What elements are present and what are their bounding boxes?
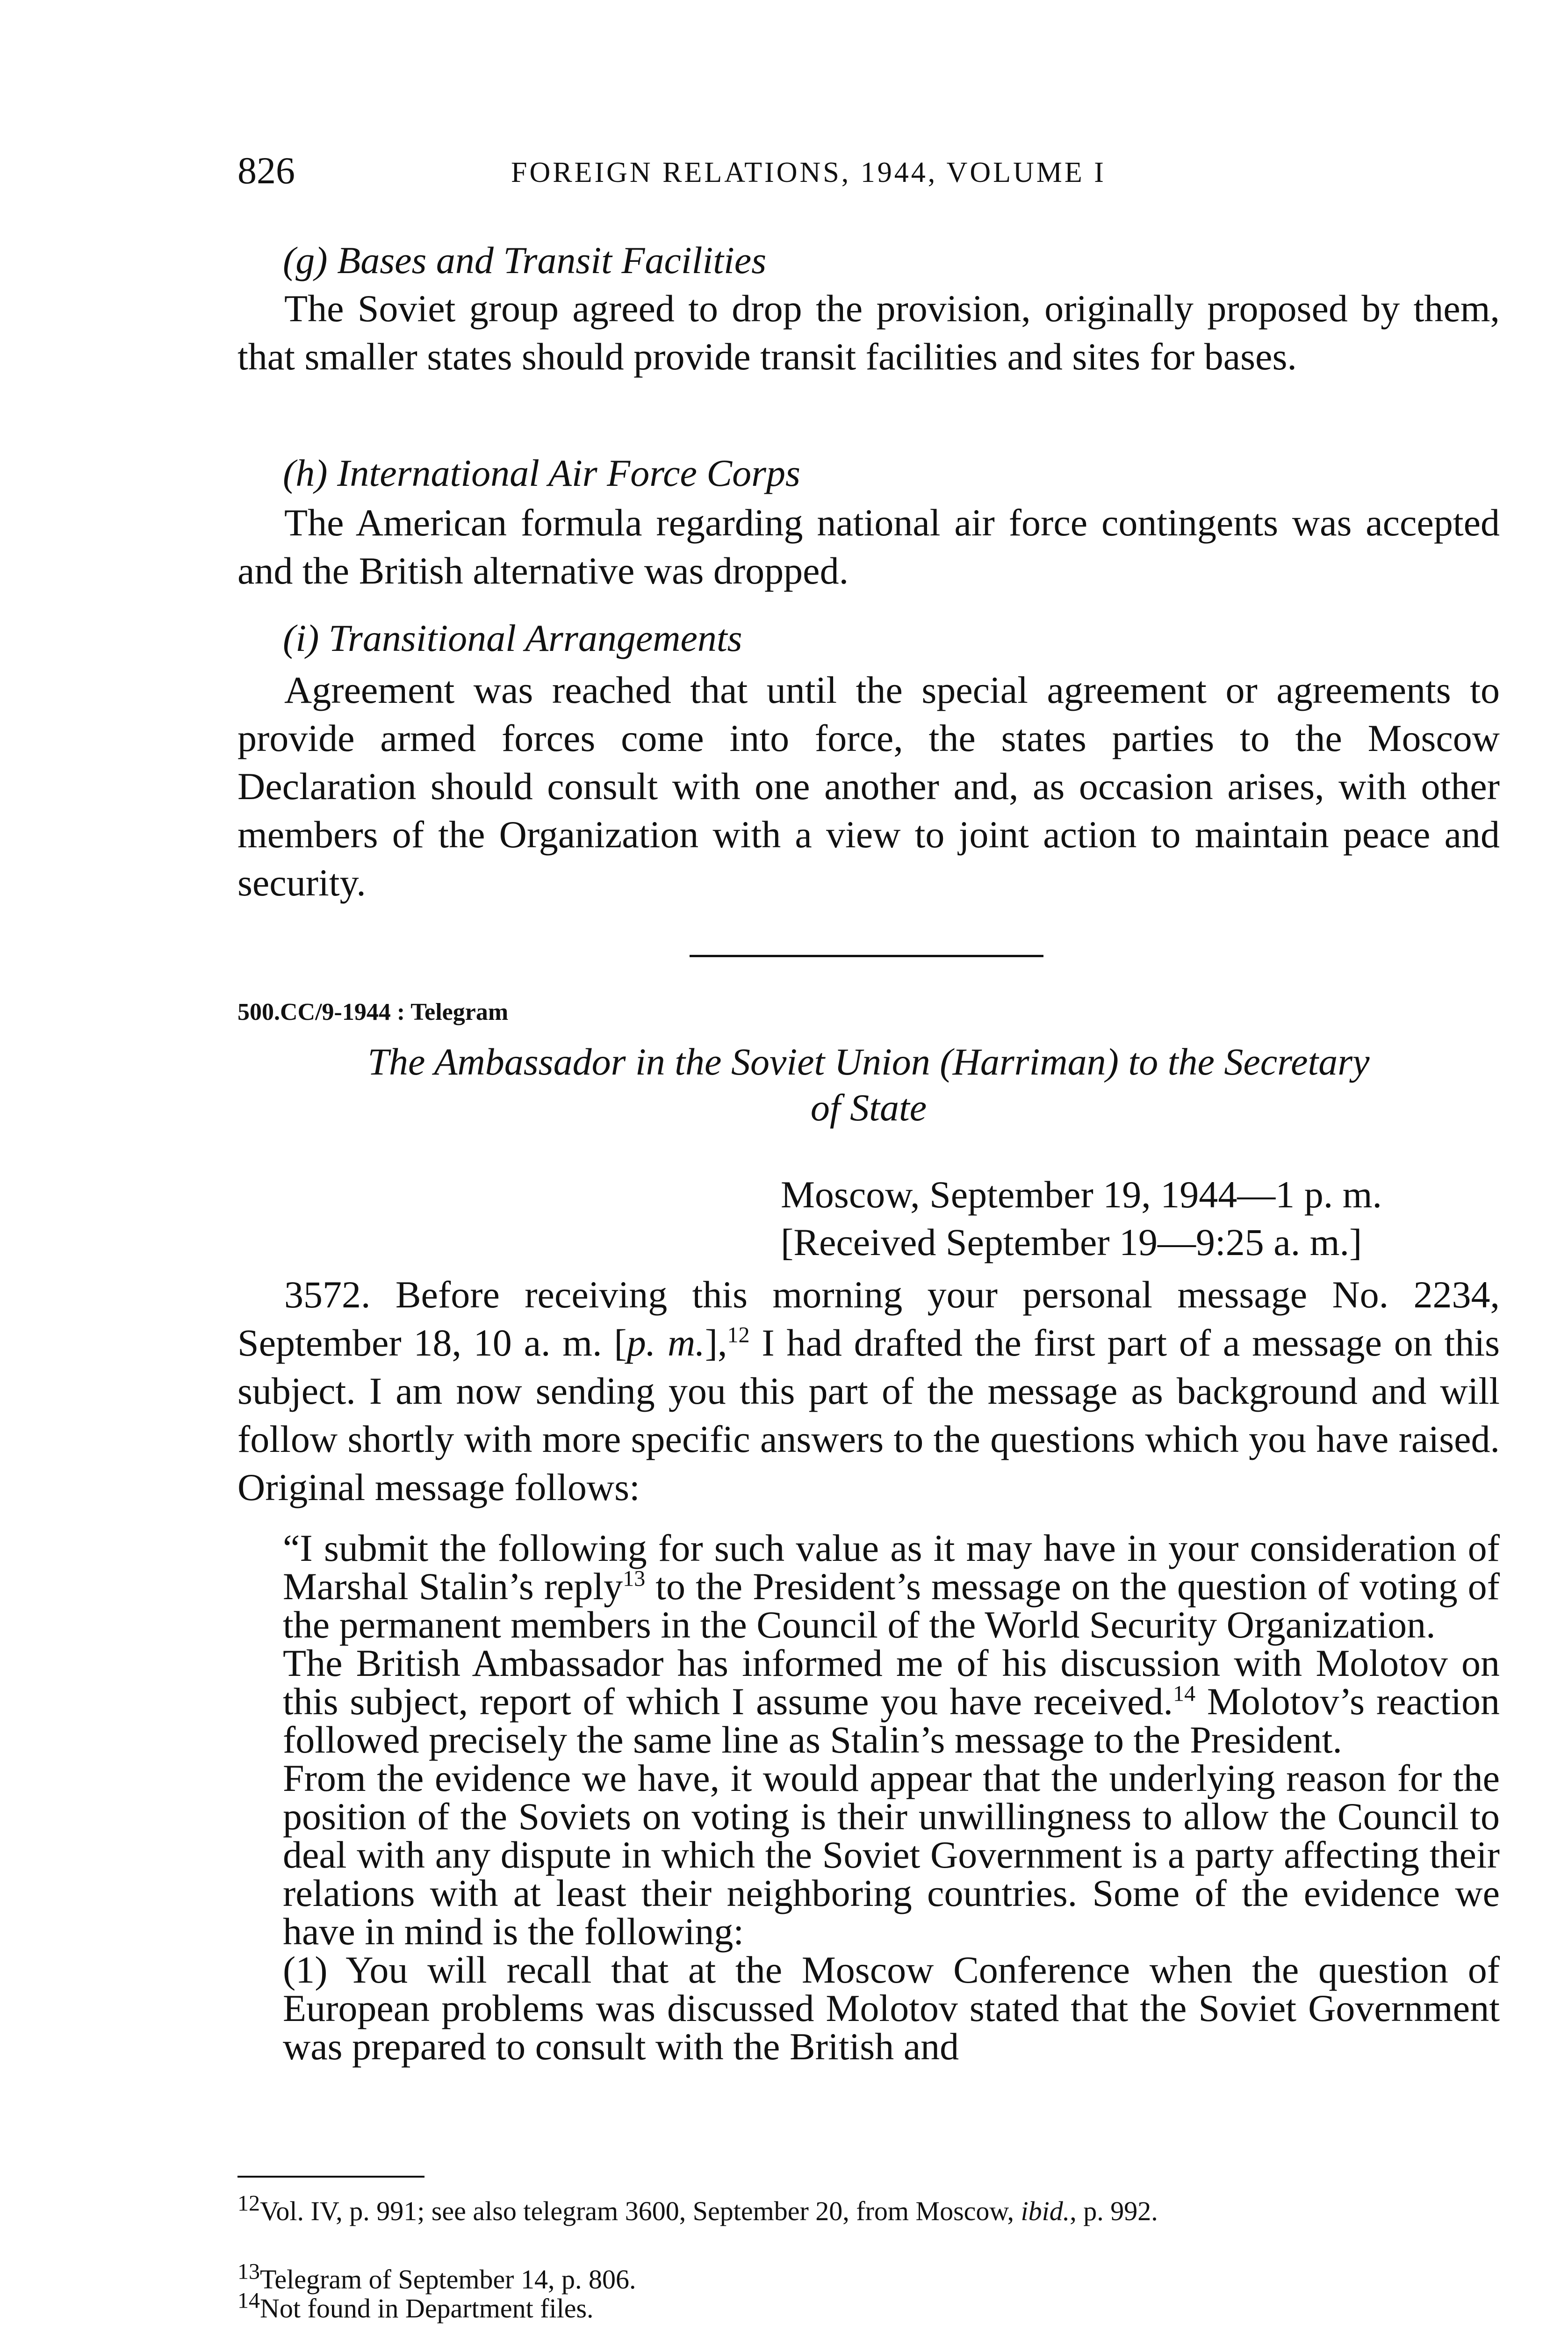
quote-paragraph-4: (1) You will recall that at the Moscow Conference when the question of European problems was discussed Molotov stated that the Soviet Government was prepared to consult with the British and <box>283 1948 1500 2068</box>
footnote-text: Not found in Department files. <box>260 2293 594 2324</box>
section-i-title: Transitional Arrangements <box>328 617 742 659</box>
footnote-ref-13: 13 <box>623 1566 646 1591</box>
para1-text-a: 3572. Before receiving this morning your personal message No. 2234, September 18, 10 a. m. [ <box>237 1273 1500 1364</box>
footnote-rule <box>237 2176 424 2178</box>
footnote-text: Telegram of September 14, p. 806. <box>260 2264 636 2295</box>
section-g-label: (g) <box>283 239 328 281</box>
section-i-text <box>237 666 1500 907</box>
footnote-13 <box>237 2259 1500 2295</box>
section-g-text <box>237 284 1500 381</box>
telegram-paragraph-1 <box>237 1270 1500 1511</box>
footnote-number: 14 <box>237 2288 260 2313</box>
footnote-12 <box>237 2191 1500 2226</box>
section-h-paragraph: The American formula regarding national air force contingents was accepted and the British alternative was dropped. <box>237 501 1500 592</box>
footnote-ref-12: 12 <box>727 1322 750 1348</box>
page-number: 826 <box>237 149 295 192</box>
dateline: Moscow, September 19, 1944—1 p. m. <box>781 1173 1382 1216</box>
footnote-14 <box>237 2288 1500 2324</box>
quote-paragraph-3: From the evidence we have, it would appear that the underlying reason for the position of the Soviets on voting is their unwillingness to allow the Council to deal with any dispute in which the Soviet Government is a party affecting their relations with at least their neighboring countries. Some of the evidence we have in mind is the following: <box>283 1757 1500 1953</box>
telegram-paragraph <box>237 1270 1500 1511</box>
footnote-text: Vol. IV, p. 991; see also telegram 3600, September 20, from Moscow, <box>260 2196 1021 2226</box>
footnote-ref-14: 14 <box>1173 1681 1196 1706</box>
document-heading <box>237 1039 1500 1131</box>
quote1-text-b: to the President’s message on the question of voting of the permanent members in the Council of the World Security Organization. <box>283 1565 1500 1646</box>
para1-text-c: I had drafted the first part of a message on this subject. I am now sending you this part of the message as background and will follow shortly with more specific answers to the questions which you have raised. Original message follows: <box>237 1321 1500 1508</box>
section-g-title: Bases and Transit Facilities <box>337 239 767 281</box>
section-h-text <box>237 498 1500 595</box>
quote-paragraph-1 <box>283 1529 1500 1644</box>
running-title: FOREIGN RELATIONS, 1944, VOLUME I <box>511 157 1106 188</box>
running-header <box>237 149 1500 200</box>
footnote-number: 13 <box>237 2259 260 2284</box>
footnote-ibid: ibid. <box>1021 2196 1070 2226</box>
document-heading-line-1: The Ambassador in the Soviet Union (Harriman) to the Secretary <box>367 1040 1370 1083</box>
section-i-label: (i) <box>283 617 319 659</box>
quoted-message <box>283 1529 1500 2066</box>
footnote-text-end: , p. 992. <box>1070 2196 1158 2226</box>
footnote-number: 12 <box>237 2191 260 2216</box>
quote2-text-a: The British Ambassador has informed me of his discussion with Molotov on this subject, report of which I assume you have received. <box>283 1642 1500 1723</box>
document-heading-line-2: of State <box>810 1086 927 1129</box>
quote1-text-a: “I submit the following for such value as it may have in your consideration of Marshal Stalin’s reply <box>283 1527 1500 1608</box>
section-g-paragraph: The Soviet group agreed to drop the provision, originally proposed by them, that smaller states should provide transit facilities and sites for bases. <box>237 287 1500 378</box>
para1-pm: p. m. <box>626 1321 705 1364</box>
section-h-label: (h) <box>283 452 328 494</box>
received-line: [Received September 19—9:25 a. m.] <box>781 1221 1362 1263</box>
quote-paragraph-2 <box>283 1644 1500 1759</box>
section-h-title: International Air Force Corps <box>337 452 800 494</box>
section-g-heading <box>283 238 766 282</box>
para1-text-b: ], <box>705 1321 727 1364</box>
section-i-paragraph: Agreement was reached that until the special agreement or agreements to provide armed forces come into force, the states parties to the Moscow Declaration should consult with one another and, as occasion arises, with other members of the Organization with a view to joint action to maintain peace and security. <box>237 669 1500 904</box>
section-divider <box>690 955 1043 957</box>
file-number: 500.CC/9-1944 : Telegram <box>237 999 509 1025</box>
quote2-text-b: Molotov’s reaction followed precisely the same line as Stalin’s message to the President. <box>283 1680 1500 1761</box>
section-i-heading <box>283 616 742 660</box>
section-h-heading <box>283 451 800 495</box>
